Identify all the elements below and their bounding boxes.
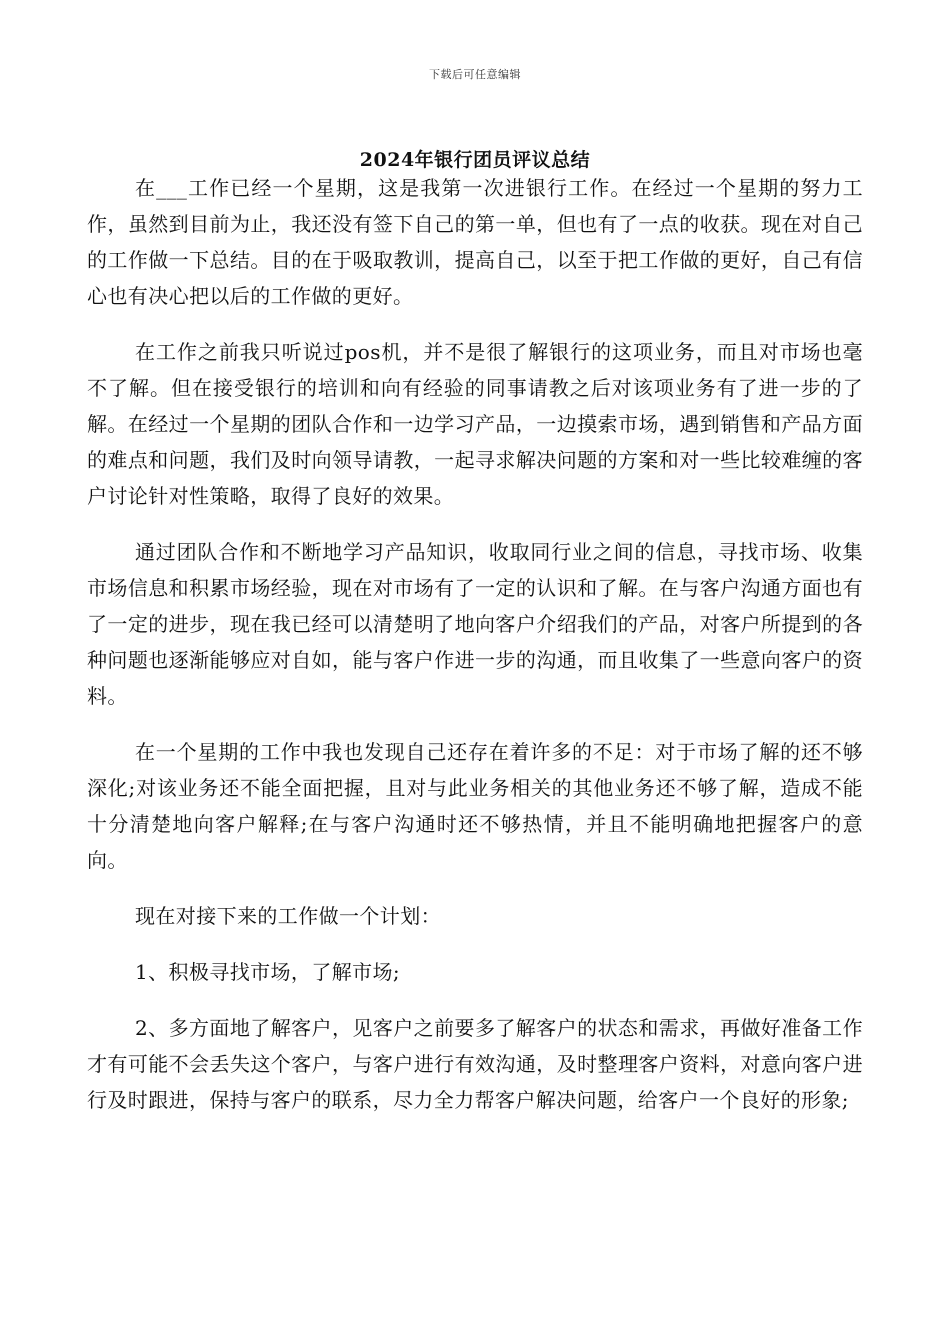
paragraph-7: 2、多方面地了解客户，见客户之前要多了解客户的状态和需求，再做好准备工作才有可能不会丢失这个客户，与客户进行有效沟通，及时整理客户资料，对意向客户进行及时跟进，保持与客户的联系，尽力全力帮客户解决问题，给客户一个良好的形象; — [87, 1016, 863, 1112]
paragraph-4: 在一个星期的工作中我也发现自己还存在着许多的不足：对于市场了解的还不够深化;对该业务还不能全面把握，且对与此业务相关的其他业务还不够了解，造成不能十分清楚地向客户解释;在与客户沟通时还不够热情，并且不能明确地把握客户的意向。 — [87, 740, 863, 872]
paragraph-3: 通过团队合作和不断地学习产品知识，收取同行业之间的信息，寻找市场、收集市场信息和积累市场经验，现在对市场有了一定的认识和了解。在与客户沟通方面也有了一定的进步，现在我已经可以清楚明了地向客户介绍我们的产品，对客户所提到的各种问题也逐渐能够应对自如，能与客户作进一步的沟通，而且收集了一些意向客户的资料。 — [87, 540, 863, 708]
document-body — [87, 170, 863, 1138]
paragraph-1: 在___工作已经一个星期，这是我第一次进银行工作。在经过一个星期的努力工作，虽然到目前为止，我还没有签下自己的第一单，但也有了一点的收获。现在对自己的工作做一下总结。目的在于吸取教训，提高自己，以至于把工作做的更好，自己有信心也有决心把以后的工作做的更好。 — [87, 176, 863, 308]
paragraph-2: 在工作之前我只听说过pos机，并不是很了解银行的这项业务，而且对市场也毫不了解。但在接受银行的培训和向有经验的同事请教之后对该项业务有了进一步的了解。在经过一个星期的团队合作和一边学习产品，一边摸索市场，遇到销售和产品方面的难点和问题，我们及时向领导请教，一起寻求解决问题的方案和对一些比较难缠的客户讨论针对性策略，取得了良好的效果。 — [87, 340, 863, 508]
paragraph-5: 现在对接下来的工作做一个计划： — [135, 904, 441, 928]
header-note: 下载后可任意编辑 — [429, 68, 521, 81]
paragraph-6: 1、积极寻找市场，了解市场; — [135, 960, 401, 984]
document-title: 2024年银行团员评议总结 — [359, 149, 591, 171]
